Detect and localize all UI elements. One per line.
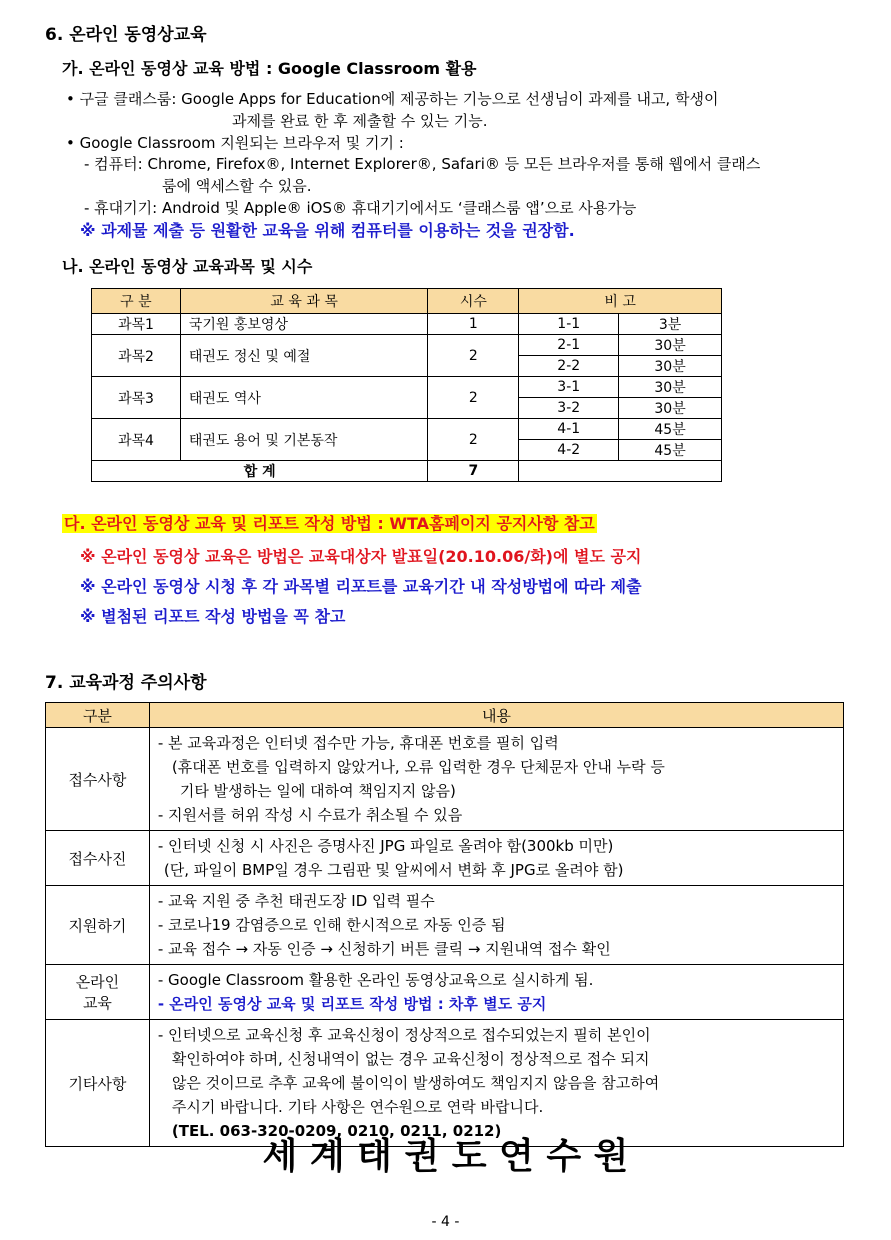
row-subject: 태권도 역사 (180, 377, 428, 419)
row-subject: 태권도 용어 및 기본동작 (180, 419, 428, 461)
table-row (46, 886, 844, 965)
pc-line1: - 컴퓨터: Chrome, Firefox®, Internet Explorer®, Safari® 등 모든 브라우저를 통해 웹에서 클래스 (84, 155, 761, 173)
notice-line: 기타 발생하는 일에 대하여 책임지지 않음) (179, 782, 456, 800)
table-row (46, 728, 844, 831)
part-time: 45분 (619, 419, 722, 440)
notice-line: - 코로나19 감염증으로 인해 한시적으로 자동 인증 됨 (157, 916, 506, 934)
notice-content (149, 831, 843, 886)
notice-category: 접수사항 (46, 728, 150, 831)
notice-category: 지원하기 (46, 886, 150, 965)
col-header-subject: 교 육 과 목 (180, 289, 428, 314)
row-category: 과목2 (92, 335, 181, 377)
part-time: 45분 (619, 440, 722, 461)
notice-line-emphasis: - 온라인 동영상 교육 및 리포트 작성 방법 : 차후 별도 공지 (157, 995, 547, 1013)
table-row (92, 335, 722, 356)
table-row (46, 965, 844, 1020)
notice-table-header (46, 703, 844, 728)
total-label: 합 계 (92, 461, 428, 482)
notice-line: - 본 교육과정은 인터넷 접수만 가능, 휴대폰 번호를 필히 입력 (157, 734, 559, 752)
notice-category: 기타사항 (46, 1020, 150, 1147)
row-hours: 2 (428, 419, 519, 461)
table-row (92, 377, 722, 398)
section7-title: 7. 교육과정 주의사항 (45, 673, 207, 693)
subject-table-header (92, 289, 722, 314)
notice-content (149, 886, 843, 965)
table-row (92, 419, 722, 440)
org-name: 세 계 태 권 도 연 수 원 (262, 1136, 629, 1177)
part-code: 4-1 (519, 419, 619, 440)
section6-title: 6. 온라인 동영상교육 (45, 25, 207, 45)
notice-line: 확인하여야 하며, 신청내역이 없는 경우 교육신청이 정상적으로 접수 되지 (171, 1050, 650, 1068)
part-time: 30분 (619, 356, 722, 377)
part-code: 3-2 (519, 398, 619, 419)
part-time: 30분 (619, 398, 722, 419)
page-number: - 4 - (431, 1214, 460, 1230)
note-pc: ※ 과제물 제출 등 원활한 교육을 위해 컴퓨터를 이용하는 것을 권장함. (80, 221, 575, 240)
row-hours: 1 (428, 314, 519, 335)
notice-line: - 교육 접수 → 자동 인증 → 신청하기 버튼 클릭 → 지원내역 접수 확인 (157, 940, 611, 958)
row-hours: 2 (428, 335, 519, 377)
table-total-row (92, 461, 722, 482)
pc-line2: 룸에 액세스할 수 있음. (162, 177, 312, 195)
note-schedule: ※ 온라인 동영상 교육은 방법은 교육대상자 발표일(20.10.06/화)에 별도 공지 (80, 547, 642, 566)
notice-line: - 교육 지원 중 추천 태권도장 ID 입력 필수 (157, 892, 435, 910)
note-report-submit: ※ 온라인 동영상 시청 후 각 과목별 리포트를 교육기간 내 작성방법에 따라 제출 (80, 577, 642, 596)
notice-line: (휴대폰 번호를 입력하지 않았거나, 오류 입력한 경우 단체문자 안내 누락 등 (171, 758, 665, 776)
part-code: 1-1 (519, 314, 619, 335)
section6-sub-b: 나. 온라인 동영상 교육과목 및 시수 (62, 257, 313, 276)
notice-category-line: 온라인 (75, 973, 120, 991)
notice-table (45, 702, 844, 1147)
bullet1-line1: • 구글 클래스룸: Google Apps for Education에 제공하는 기능으로 선생님이 과제를 내고, 학생이 (66, 90, 719, 108)
notice-line: 주시기 바랍니다. 기타 사항은 연수원으로 연락 바랍니다. (171, 1098, 544, 1116)
notice-line: - Google Classroom 활용한 온라인 동영상교육으로 실시하게 됨. (157, 971, 594, 989)
total-hours: 7 (428, 461, 519, 482)
notice-content (149, 728, 843, 831)
notice-line: - 지원서를 허위 작성 시 수료가 취소될 수 있음 (157, 806, 463, 824)
table-row (46, 831, 844, 886)
part-time: 30분 (619, 335, 722, 356)
note-report-method: ※ 별첨된 리포트 작성 방법을 꼭 참고 (80, 607, 346, 626)
sub-c-highlight: 다. 온라인 동영상 교육 및 리포트 작성 방법 : WTA홈페이지 공지사항 참고 (64, 514, 595, 533)
section6-sub-c (62, 511, 597, 534)
row-category: 과목1 (92, 314, 181, 335)
section6-sub-a: 가. 온라인 동영상 교육 방법 : Google Classroom 활용 (62, 59, 477, 78)
notice-line: (단, 파일이 BMP일 경우 그림판 및 알씨에서 변화 후 JPG로 올려야 함) (163, 861, 624, 879)
row-category: 과목4 (92, 419, 181, 461)
notice-line: - 인터넷 신청 시 사진은 증명사진 JPG 파일로 올려야 함(300kb 미만) (157, 837, 614, 855)
bullet2: • Google Classroom 지원되는 브라우저 및 기기 : (66, 134, 404, 152)
notice-line: 않은 것이므로 추후 교육에 불이익이 발생하여도 책임지지 않음을 참고하여 (171, 1074, 660, 1092)
subject-table (91, 288, 722, 482)
part-code: 2-1 (519, 335, 619, 356)
part-code: 2-2 (519, 356, 619, 377)
col-header-hours: 시수 (428, 289, 519, 314)
row-category: 과목3 (92, 377, 181, 419)
part-code: 4-2 (519, 440, 619, 461)
notice-category: 접수사진 (46, 831, 150, 886)
part-time: 30분 (619, 377, 722, 398)
row-subject: 태권도 정신 및 예절 (180, 335, 428, 377)
notice-contact: (TEL. 063-320-0209, 0210, 0211, 0212) (171, 1122, 502, 1140)
notice-header-content: 내용 (149, 703, 843, 728)
part-code: 3-1 (519, 377, 619, 398)
total-remark (519, 461, 722, 482)
table-row (92, 314, 722, 335)
notice-content (149, 965, 843, 1020)
row-hours: 2 (428, 377, 519, 419)
notice-category (46, 965, 150, 1020)
col-header-category: 구 분 (92, 289, 181, 314)
notice-category-line: 교육 (82, 994, 112, 1012)
notice-line: - 인터넷으로 교육신청 후 교육신청이 정상적으로 접수되었는지 필히 본인이 (157, 1026, 651, 1044)
col-header-remark: 비 고 (519, 289, 722, 314)
mobile-line: - 휴대기기: Android 및 Apple® iOS® 휴대기기에서도 ‘클래스룸 앱’으로 사용가능 (84, 199, 637, 217)
part-time: 3분 (619, 314, 722, 335)
notice-header-category: 구분 (46, 703, 150, 728)
row-subject: 국기원 홍보영상 (180, 314, 428, 335)
bullet1-line2: 과제를 완료 한 후 제출할 수 있는 기능. (232, 112, 488, 130)
